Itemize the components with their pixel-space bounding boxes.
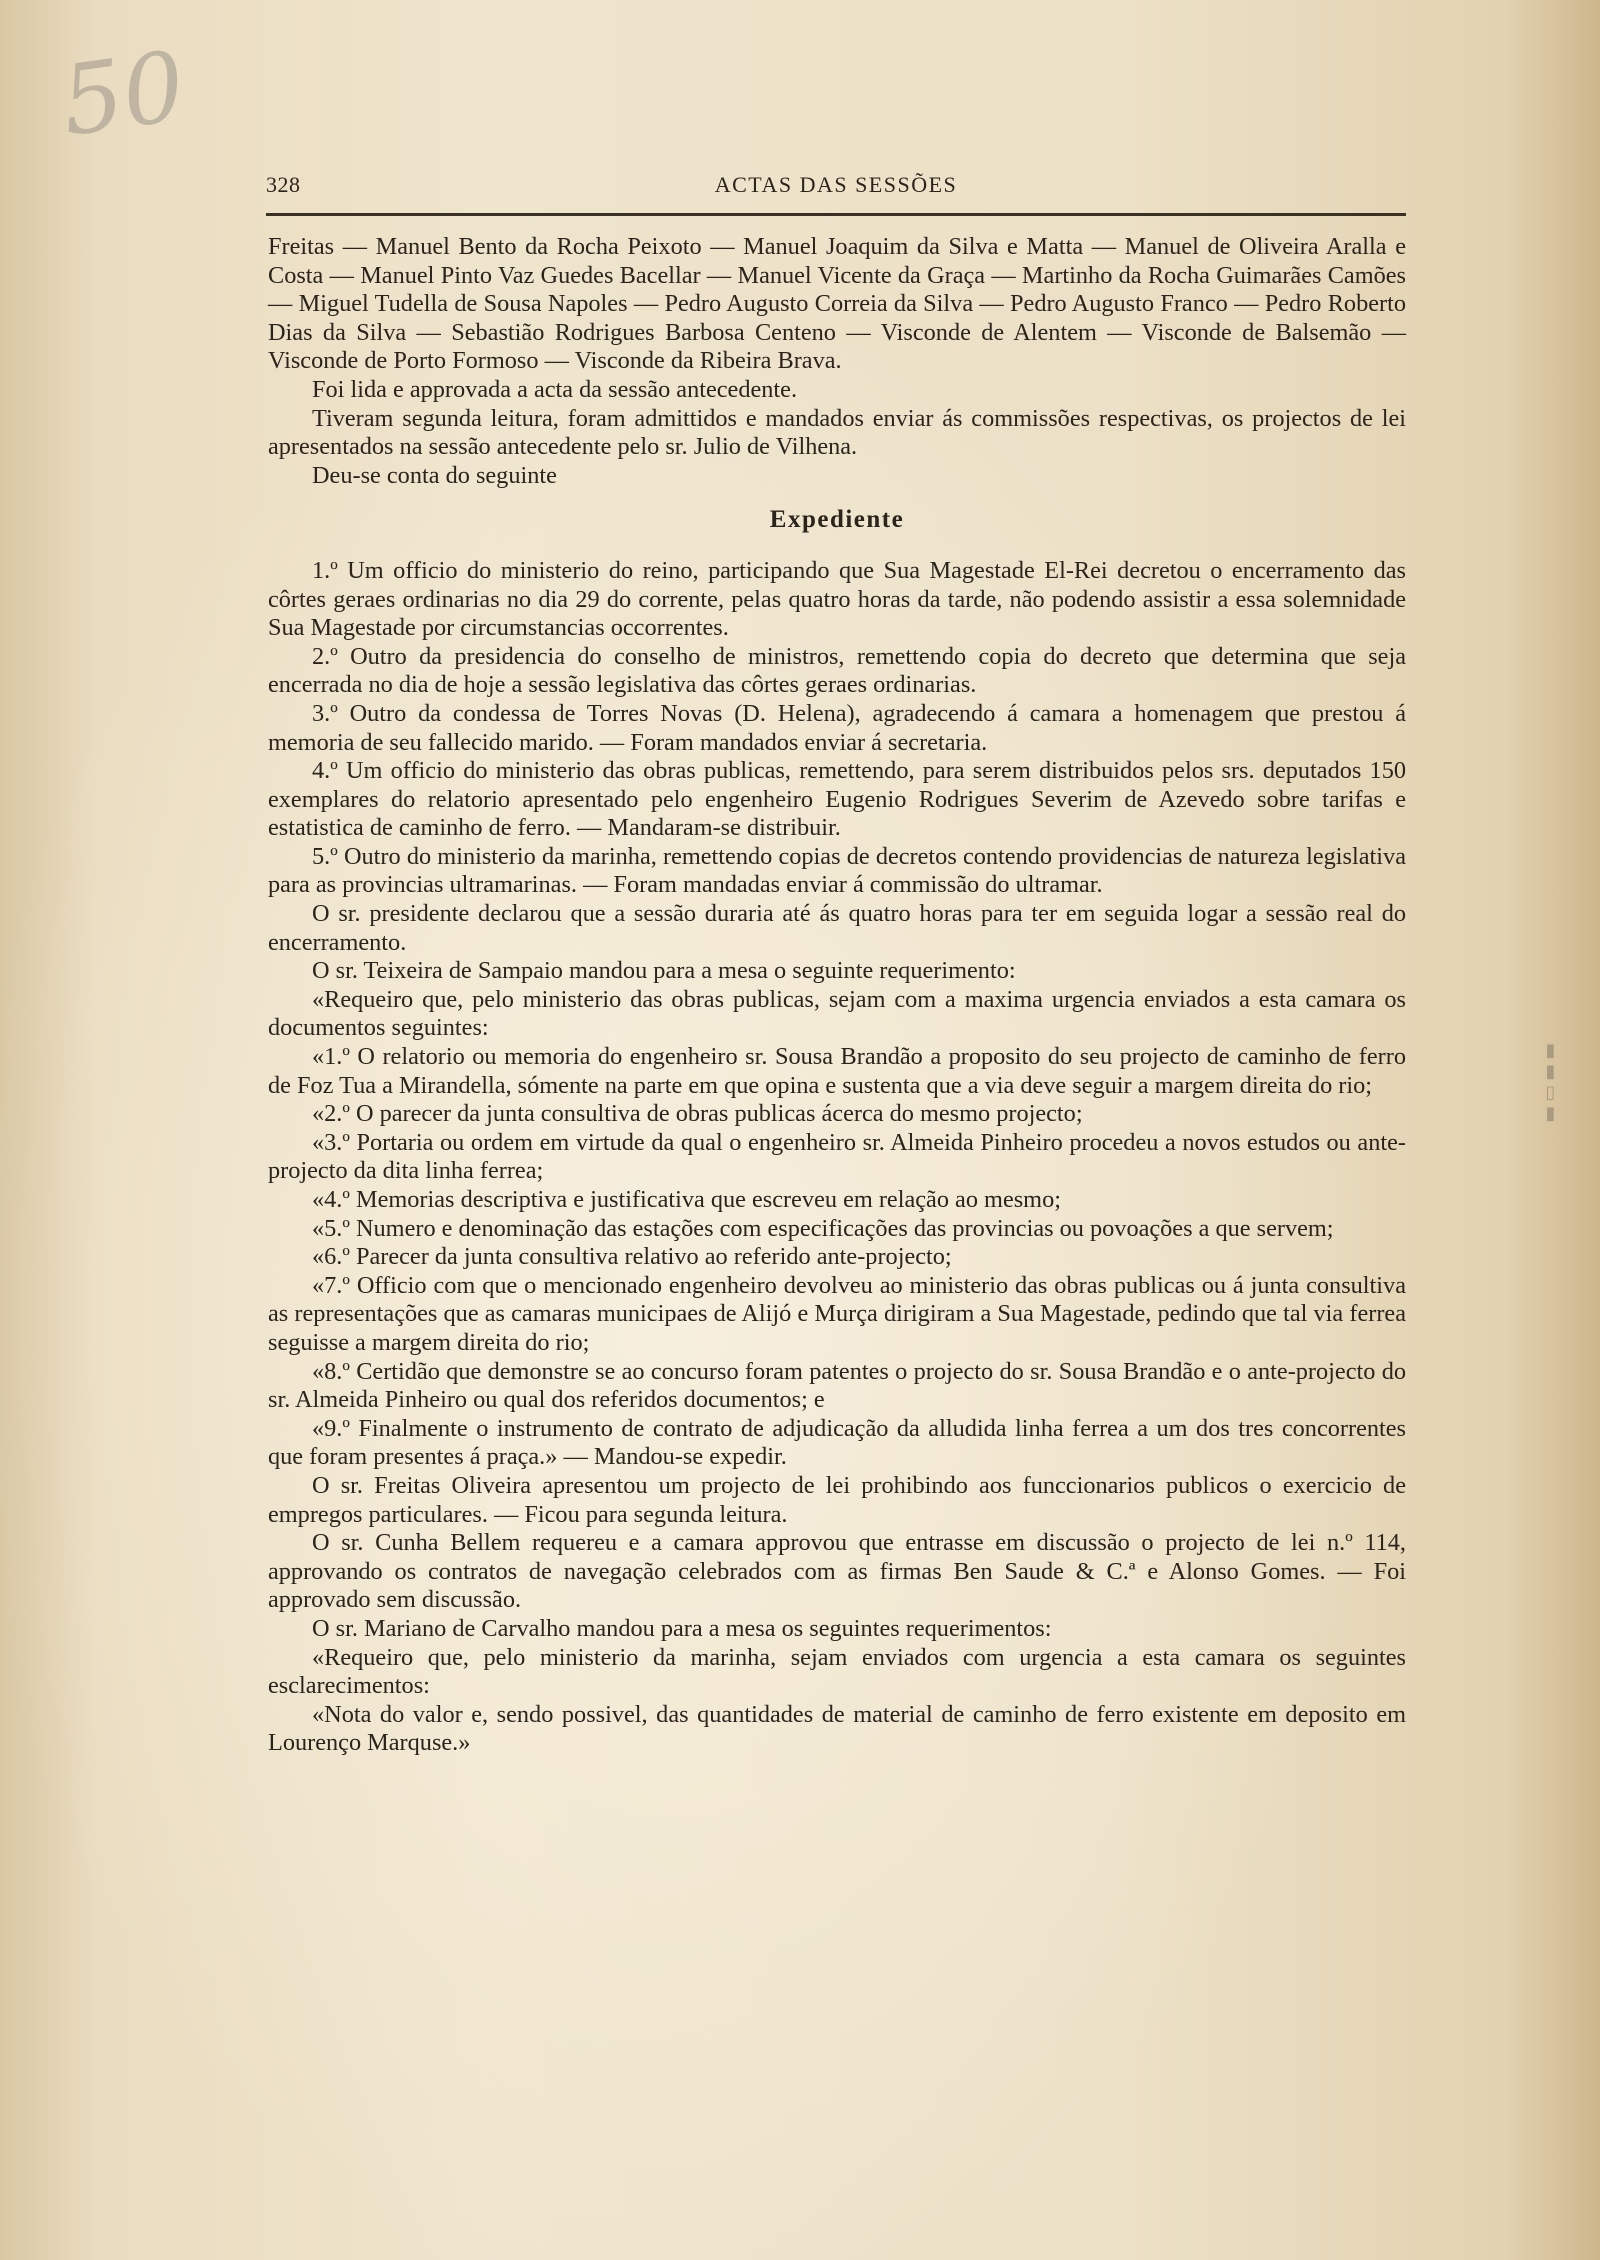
- section-heading: Expediente: [769, 506, 905, 534]
- paragraph: Deu-se conta do seguinte: [312, 461, 557, 489]
- paragraph: «6.º Parecer da junta consultiva relativo ao referido ante-projecto;: [312, 1243, 952, 1271]
- paragraph: Foi lida e approvada a acta da sessão antecedente.: [312, 375, 798, 403]
- paragraph: 1.º Um officio do ministerio do reino, participando que Sua Magestade El-Rei decretou o encerramento das côrtes geraes ordinarias no dia 29 do corrente, pelas quatro horas da tarde, não podendo assistir a essa solemnidade Sua Magestade por circumstancias occorrentes.: [268, 556, 1406, 642]
- paragraph: 2.º Outro da presidencia do conselho de ministros, remettendo copia do decreto que determina que seja encerrada no dia de hoje a sessão legislativa das côrtes geraes ordinarias.: [268, 642, 1406, 699]
- paragraph: Tiveram segunda leitura, foram admittidos e mandados enviar ás commissões respectivas, os projectos de lei apresentados na sessão antecedente pelo sr. Julio de Vilhena.: [268, 404, 1406, 461]
- side-stamp-mark: ▮▮▯▮: [1541, 1040, 1561, 1124]
- paragraph: «5.º Numero e denominação das estações com especificações das provincias ou povoações a que servem;: [312, 1214, 1334, 1242]
- header-rule: [266, 213, 1406, 216]
- paragraph: «Requeiro que, pelo ministerio das obras publicas, sejam com a maxima urgencia enviados a esta camara os documentos seguintes:: [268, 985, 1406, 1042]
- paragraph: 5.º Outro do ministerio da marinha, remettendo copias de decretos contendo providencias de natureza legislativa para as provincias ultramarinas. — Foram mandadas enviar á commissão do ultramar.: [268, 842, 1406, 899]
- paragraph: 3.º Outro da condessa de Torres Novas (D. Helena), agradecendo á camara a homenagem que prestou á memoria de seu fallecido marido. — Foram mandados enviar á secretaria.: [268, 699, 1406, 756]
- running-header: [266, 168, 1406, 208]
- running-title: ACTAS DAS SESSÕES: [714, 172, 958, 197]
- paragraph: O sr. Freitas Oliveira apresentou um projecto de lei prohibindo aos funccionarios publicos o exercicio de empregos particulares. — Ficou para segunda leitura.: [268, 1471, 1406, 1528]
- paragraph: «9.º Finalmente o instrumento de contrato de adjudicação da alludida linha ferrea a um dos tres concorrentes que foram presentes á praça.» — Mandou-se expedir.: [268, 1414, 1406, 1471]
- paragraph: O sr. Mariano de Carvalho mandou para a mesa os seguintes requerimentos:: [312, 1614, 1052, 1642]
- paragraph: «1.º O relatorio ou memoria do engenheiro sr. Sousa Brandão a proposito do seu projecto de caminho de ferro de Foz Tua a Mirandella, sómente na parte em que opina e sustenta que a via deve seguir a margem direita do rio;: [268, 1043, 1406, 1099]
- body-text: [268, 233, 1406, 1758]
- paragraph: O sr. Cunha Bellem requereu e a camara approvou que entrasse em discussão o projecto de lei n.º 114, approvando os contratos de navegação celebrados com as firmas Ben Saude & C.ª e Alonso Gomes. — Foi approvado sem discussão.: [268, 1529, 1406, 1614]
- paragraph: O sr. Teixeira de Sampaio mandou para a mesa o seguinte requerimento:: [312, 957, 1016, 985]
- paragraph: «2.º O parecer da junta consultiva de obras publicas ácerca do mesmo projecto;: [312, 1100, 1083, 1128]
- paragraph: O sr. presidente declarou que a sessão duraria até ás quatro horas para ter em seguida logar a sessão real do encerramento.: [268, 900, 1406, 956]
- paragraph: Freitas — Manuel Bento da Rocha Peixoto — Manuel Joaquim da Silva e Matta — Manuel de Oliveira Aralla e Costa — Manuel Pinto Vaz Guedes Bacellar — Manuel Vicente da Graça — Martinho da Rocha Guimarães Camões — Miguel Tudella de Sousa Napoles — Pedro Augusto Correia da Silva — Pedro Augusto Franco — Pedro Roberto Dias da Silva — Sebastião Rodrigues Barbosa Centeno — Visconde de Alentem — Visconde de Balsemão — Visconde de Porto Formoso — Visconde da Ribeira Brava.: [268, 233, 1406, 375]
- paragraph: «3.º Portaria ou ordem em virtude da qual o engenheiro sr. Almeida Pinheiro procedeu a novos estudos ou ante-projecto da dita linha ferrea;: [268, 1128, 1406, 1185]
- paragraph: «Nota do valor e, sendo possivel, das quantidades de material de caminho de ferro existente em deposito em Lourenço Marquse.»: [268, 1700, 1406, 1757]
- pencil-page-annotation: 50: [54, 30, 192, 158]
- paragraph: «7.º Officio com que o mencionado engenheiro devolveu ao ministerio das obras publicas ou á junta consultiva as representações que as camaras municipaes de Alijó e Murça dirigiram a Sua Magestade, pedindo que tal via ferrea seguisse a margem direita do rio;: [268, 1271, 1406, 1356]
- paragraph: «4.º Memorias descriptiva e justificativa que escreveu em relação ao mesmo;: [312, 1186, 1061, 1213]
- paragraph: 4.º Um officio do ministerio das obras publicas, remettendo, para serem distribuidos pelos srs. deputados 150 exemplares do relatorio apresentado pelo engenheiro Eugenio Rodrigues Severim de Azevedo sobre tarifas e estatistica de caminho de ferro. — Mandaram-se distribuir.: [268, 757, 1406, 842]
- paragraph: «Requeiro que, pelo ministerio da marinha, sejam enviados com urgencia a esta camara os seguintes esclarecimentos:: [268, 1643, 1406, 1700]
- page-number: 328: [266, 172, 301, 197]
- paragraph: «8.º Certidão que demonstre se ao concurso foram patentes o projecto do sr. Sousa Brandão e o ante-projecto do sr. Almeida Pinheiro ou qual dos referidos documentos; e: [268, 1357, 1406, 1414]
